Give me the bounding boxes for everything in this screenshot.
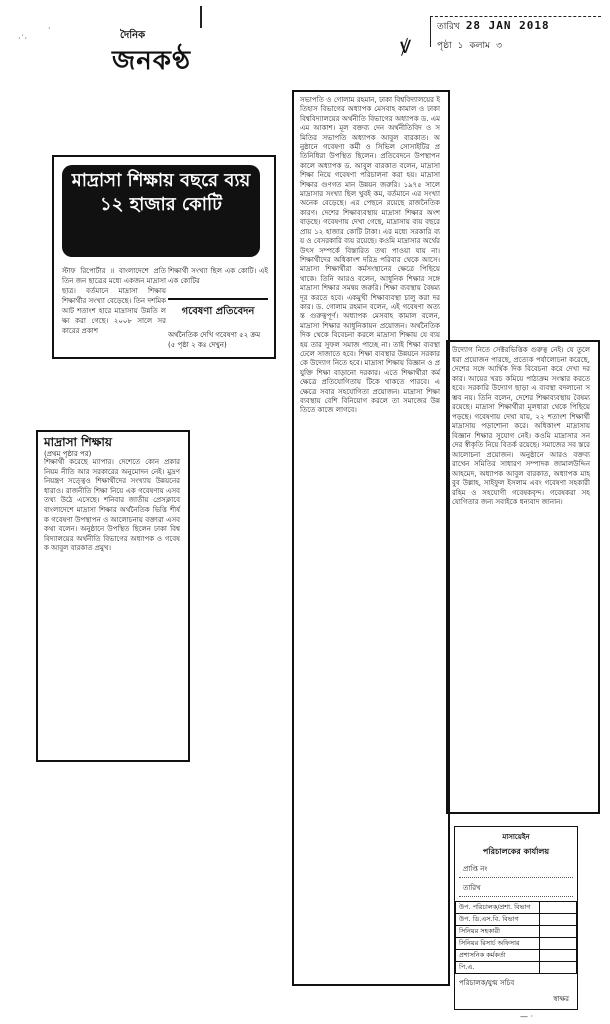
stamp-page-value: ১ <box>457 41 464 51</box>
form-date: তারিখ <box>459 880 573 897</box>
continued-article-body: শিক্ষার্থী করেছে ম্যাপার। দেশেতে কোন প্রকার নিয়ম নীতি আর সরকারের অনুমোদন নেই। মুদ্রণ নিয়ন্ত্রণ সত্ত্বেও শিক্ষার্থীদের সংখ্যায় উন্নয়নের ধারাও। রাজনীতি শিক্ষা নিয়ে এক গবেষণায় এসব তথ্য উঠে এসেছে। শনিবার জাতীয় প্রেসক্লাবে বাংলাদেশে মাদ্রাসা শিক্ষার অর্থনৈতিক ভিত্তি শীর্ষক গবেষণা উপস্থাপন ও আলোচনায় বক্তারা এসব কথা বলেন। অনুষ্ঠানে উপস্থিত ছিলেন ঢাকা বিশ্ববিদ্যালয়ের অর্থনীতি বিভাগের অধ্যাপক ও গবেষক আবুল বারকাত প্রমুখ। <box>44 458 180 553</box>
margin-speck: — · <box>520 1012 534 1021</box>
stamp-column-value: ৩ <box>496 41 502 51</box>
newspaper-masthead: জনকণ্ঠ <box>112 46 191 76</box>
form-row-check <box>540 962 577 974</box>
form-row <box>456 950 577 962</box>
form-row <box>456 938 577 950</box>
form-row-check <box>540 902 577 914</box>
stamp-column-label: কলাম <box>469 41 491 51</box>
form-entry-number: প্রাপ্তি নং <box>459 861 573 878</box>
form-row-label: পি.এ. <box>456 962 540 974</box>
form-org: মাসায়েইন <box>502 833 530 841</box>
margin-speck: · <box>48 24 51 33</box>
continued-article-title: মাদ্রাসা শিক্ষায় <box>44 435 112 449</box>
form-row-check <box>540 926 577 938</box>
form-routing-table <box>455 901 577 974</box>
form-row <box>456 902 577 914</box>
clipping-date-stamp <box>430 16 601 51</box>
form-row-check <box>540 938 577 950</box>
continued-article-note: (প্রথম পৃষ্ঠার পর) <box>44 450 92 458</box>
stamp-date-label: তারিখ <box>437 22 460 32</box>
handwritten-initial: ꝟ <box>395 33 412 60</box>
form-row-label: উপ. পরিচালক/প্রশা. বিভাগ <box>456 902 540 914</box>
pen-mark <box>200 6 202 28</box>
margin-speck: ·˙· <box>18 34 28 43</box>
form-row <box>456 914 577 926</box>
article-byline: গবেষণা প্রতিবেদন <box>168 298 268 321</box>
form-row-label: প্রশাসনিক কর্মকর্তা <box>456 950 540 962</box>
routing-form <box>454 826 578 1010</box>
stamp-date-value: 28 JAN 2018 <box>465 19 550 32</box>
right-column-body: উদ্যোগ নিতে সেক্টরভিত্তিক গুরুত্ব নেই। যে তুলে ধরা প্রয়োজন পারছে, প্রত্যেক পর্যালোচনা করেছে, দেশের সঙ্গে আর্থিক দিক বিবেচনা করে দেখা দরকার। আয়ের খরচ কমিয়ে পাঠ্যক্রম সংস্কার করতে হবে। সরকারি উদ্যোগ ছাড়া এ ব্যবস্থা বদলানো সম্ভব নয়। তিনি বলেন, দেশের শিক্ষাব্যবস্থায় বৈষম্য রয়েছে। মাদ্রাসা শিক্ষার্থীরা মূলধারা থেকে পিছিয়ে পড়ছে। গবেষণায় দেখা যায়, ২২ শতাংশ শিক্ষার্থী মাদ্রাসায় পড়াশোনা করে। অধিকাংশ মাদ্রাসায় বিজ্ঞান শিক্ষার সুযোগ নেই। কওমি মাদ্রাসার সনদের স্বীকৃতি নিয়ে বিতর্ক রয়েছে। সমাজের সব স্তরে আলোচনা প্রয়োজন। অনুষ্ঠানে আরও বক্তব্য রাখেন সমিতির সাধারণ সম্পাদক জামালউদ্দিন আহমেদ, অধ্যাপক আবুল বারকাত, অধ্যাপক মাহবুব উল্লাহ, সাইফুল ইসলাম এবং গবেষণা সহকারী রহিম ও সহযোগী গবেষকবৃন্দ। গবেষকরা সহযোগিতার জন্য সবাইকে ধন্যবাদ জানান। <box>452 346 590 506</box>
form-title: পরিচালকের কার্যালয় <box>482 847 550 856</box>
article-lead-left: স্টাফ রিপোর্টার ॥ বাংলাদেশে প্রতি তিন জন ছাত্রের মধ্যে একজন মাদ্রাসা ছাত্র। বর্তমানে মাদ্রাসা শিক্ষায় শিক্ষার্থীর সংখ্যা বেড়েছে। তিন দশমিক আট শতাংশ হারে মাদ্রাসায় উন্নতি লক্ষ্য করা গেছে। ২০০৮ সালে সরকারের প্রকাশ <box>62 267 166 335</box>
form-row-check <box>540 950 577 962</box>
article-continuation-note: অর্থনৈতিক দেখি গবেষণা ৫২ ক্রম (৫ পৃষ্ঠা ২ কঃ দেখুন) <box>168 331 261 349</box>
form-row-check <box>540 914 577 926</box>
form-row <box>456 962 577 974</box>
form-row-label: উপ. ডি.এস.বি. বিভাগ <box>456 914 540 926</box>
article-headline: মাদ্রাসা শিক্ষায় বছরে ব্যয় ১২ হাজার কোটি <box>62 165 260 257</box>
masthead-prefix: দৈনিক <box>120 30 146 41</box>
form-row <box>456 926 577 938</box>
form-footer: স্বাক্ষর <box>553 995 569 1003</box>
form-row-label: সিনিয়র রিসার্চ অফিসার <box>456 938 540 950</box>
middle-column-body: সভাপতি ও গোলাম রহমান, ঢাকা বিশ্ববিদ্যালয়ের ইতিহাস বিভাগের অধ্যাপক মেসবাহ কামাল ও ঢাকা বিশ্ববিদ্যালয়ের অর্থনীতি বিভাগের অধ্যাপক ড. এম এম আকাশ। মূল বক্তব্য দেন অর্থনীতিবিদ ও সমিতির সভাপতি অধ্যাপক আবুল বারকাত। অনুষ্ঠানে গবেষণা কর্মী ও সিভিল সোসাইটির প্রতিনিধিরা উপস্থিত ছিলেন। প্রতিবেদনে উপস্থাপনকালে অধ্যাপক ড. আবুল বারকাত বলেন, মাদ্রাসা শিক্ষা নিয়ে গবেষণা পরিচালনা করা হয়। মাদ্রাসা শিক্ষার গুণগত মান উন্নয়ন জরুরি। ১৯৭৫ সালে মাদ্রাসার সংখ্যা ছিল খুবই কম, বর্তমানে এর সংখ্যা অনেক বেড়েছে। এর পেছনে রয়েছে রাজনৈতিক কারণ। দেশের শিক্ষাব্যবস্থায় মাদ্রাসা শিক্ষার অংশ বাড়ছে। গবেষণায় দেখা গেছে, মাদ্রাসায় ব্যয় বছরে প্রায় ১২ হাজার কোটি টাকা। এর মধ্যে সরকারি ব্যয় ও বেসরকারি ব্যয় রয়েছে। কওমি মাদ্রাসার অর্থের উৎস সম্পর্কে বিস্তারিত তথ্য পাওয়া যায় না। শিক্ষার্থীদের অধিকাংশ দরিদ্র পরিবার থেকে আসে। মাদ্রাসা শিক্ষার্থীরা কর্মসংস্থানের ক্ষেত্রে পিছিয়ে থাকে। তিনি আরও বলেন, আধুনিক শিক্ষার সঙ্গে মাদ্রাসা শিক্ষার সমন্বয় জরুরি। শিক্ষা ব্যবস্থায় বৈষম্য দূর করতে হবে। একমুখী শিক্ষাব্যবস্থা চালু করা দরকার। ড. গোলাম রহমান বলেন, এই গবেষণা অত্যন্ত গুরুত্বপূর্ণ। অধ্যাপক মেসবাহ কামাল বলেন, মাদ্রাসা শিক্ষার আধুনিকায়ন প্রয়োজন। অর্থনৈতিক দিক থেকে বিবেচনা করলে মাদ্রাসা শিক্ষায় যে ব্যয় হয় তার সুফল সমাজ পাচ্ছে না। তাই শিক্ষা ব্যবস্থা ঢেলে সাজাতে হবে। শিক্ষা ব্যবস্থার উন্নয়নে সরকারকে উদ্যোগ নিতে হবে। মাদ্রাসা শিক্ষায় বিজ্ঞান ও প্রযুক্তি শিক্ষা বাড়ানো দরকার। এতে শিক্ষার্থীরা কর্মক্ষেত্রে প্রতিযোগিতায় টিকে থাকতে পারবে। এক্ষেত্রে সবার সহযোগিতা প্রয়োজন। মাদ্রাসা শিক্ষা ব্যবস্থায় বেশি বিনিয়োগ করলে তা সমাজের উন্নতিতে কাজে লাগবে। <box>300 96 440 415</box>
form-row-label: সিনিয়র সহকারী <box>456 926 540 938</box>
article-lead-right: শিক্ষার্থী সংখ্যা ছিল এক কোটি। এই এক কোটির <box>168 267 268 285</box>
form-signature-label: পরিচালক/যুগ্ম সচিব <box>459 979 515 987</box>
stamp-page-label: পৃষ্ঠা <box>437 41 452 51</box>
